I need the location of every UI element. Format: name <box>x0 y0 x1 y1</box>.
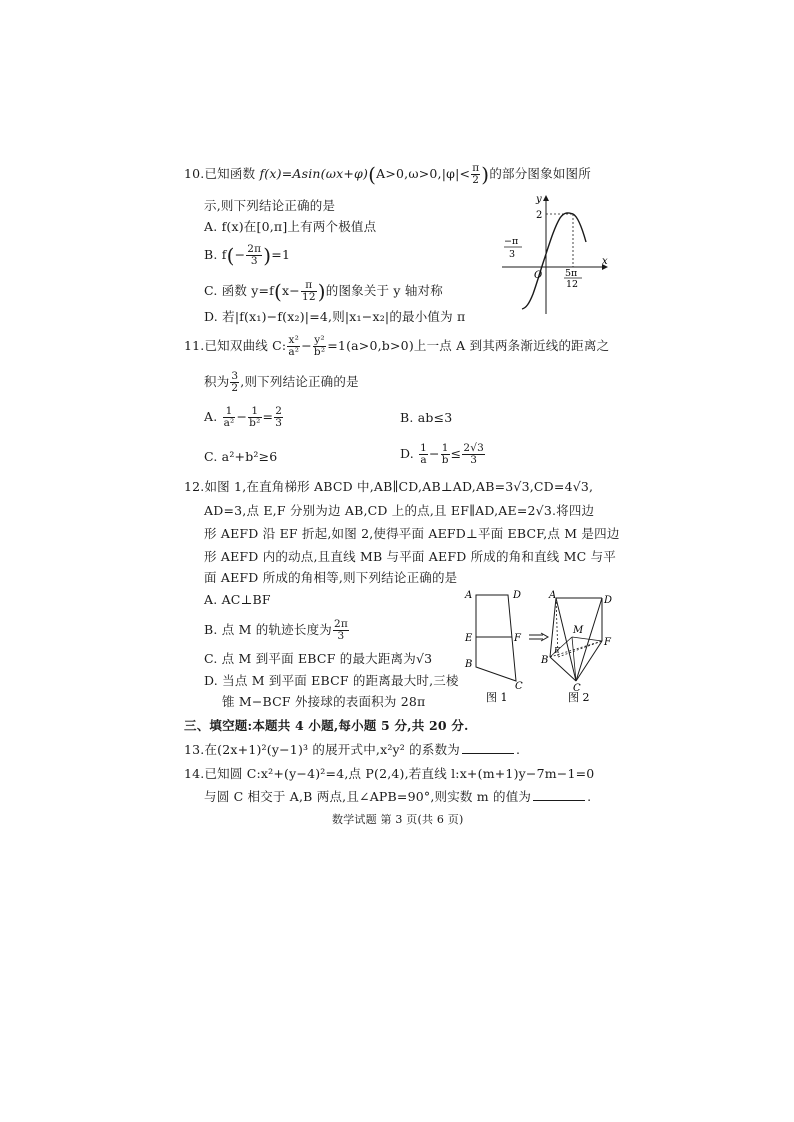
q12-stem-line1: 12.如图 1,在直角梯形 ABCD 中,AB∥CD,AB⊥AD,AB=3√3,CD=4√3, <box>184 479 594 494</box>
svg-text:A: A <box>465 590 473 601</box>
svg-text:A: A <box>549 590 557 601</box>
sine-curve <box>522 213 586 309</box>
q12-figure-2 <box>540 585 616 705</box>
svg-text:F: F <box>514 633 521 644</box>
svg-text:C: C <box>573 683 581 694</box>
q13-answer-blank[interactable] <box>462 742 514 754</box>
q10-option-b: B. f(− $\frac{2\pi}{3}$ )=1 <box>204 243 291 268</box>
svg-text:F: F <box>604 637 611 648</box>
right-tick-den: 12 <box>566 279 579 290</box>
q12-option-d-line2: 锥 M−BCF 外接球的表面积为 28π <box>222 694 426 709</box>
pi-over-2-frac: $\frac{\pi}{2}$ <box>472 162 480 186</box>
right-tick-num: 5π <box>565 268 578 279</box>
svg-text:D: D <box>513 590 522 601</box>
y-label: y <box>536 194 542 205</box>
q14-answer-blank[interactable] <box>533 789 585 801</box>
q12-figure-1 <box>462 585 538 705</box>
q10-stem-line1: 10.已知函数 f(x)=Asin(ωx+φ)(A>0,ω>0,|φ|< $\frac{\pi}{2}$ )的部分图象如图所 <box>184 162 591 187</box>
q12-stem-line3: 形 AEFD 沿 EF 折起,如图 2,使得平面 AEFD⊥平面 EBCF,点 M 是四边 <box>204 526 620 541</box>
figure-2-caption: 图 2 <box>568 691 590 704</box>
svg-text:D: D <box>604 595 613 606</box>
x-label: x <box>602 256 608 267</box>
svg-text:B: B <box>541 655 549 666</box>
q12-option-b: B. 点 M 的轨迹长度为 $\frac{2\pi}{3}$ <box>204 618 348 642</box>
q10-stem-line2: 示,则下列结论正确的是 <box>204 198 336 213</box>
y-max-label: 2 <box>536 210 543 221</box>
q14-line1: 14.已知圆 C:x²+(y−4)²=4,点 P(2,4),若直线 l:x+(m+1)y−7m−1=0 <box>184 766 595 781</box>
q11-stem-line1: 11.已知双曲线 C: $\frac{\text{x²}}{\text{a²}}$ − $\frac{\text{y²}}{\text{b²}}$ =1(a>0,b>0)上一点 A 到其两条渐近线的距离之 <box>184 334 610 358</box>
svg-text:E: E <box>554 646 560 655</box>
q12-option-a: A. AC⊥BF <box>204 592 271 607</box>
y-axis-arrow <box>543 195 549 201</box>
q12-option-d-line1: D. 当点 M 到平面 EBCF 的距离最大时,三棱 <box>204 673 459 688</box>
q12-stem-line2: AD=3,点 E,F 分别为边 AB,CD 上的点,且 EF∥AD,AE=2√3.将四边 <box>204 503 595 518</box>
q12-stem-line4: 形 AEFD 内的动点,且直线 MB 与平面 AEFD 所成的角和直线 MC 与平 <box>204 549 617 564</box>
q11-option-d: D. $\frac{1}{a}$ − $\frac{1}{b}$ ≤ $\frac{2√3}{3}$ <box>400 442 484 466</box>
q12-option-c: C. 点 M 到平面 EBCF 的最大距离为√3 <box>204 651 433 666</box>
q11-option-a: A. $\frac{1}{\text{a²}}$ − $\frac{1}{\text{b²}}$ = $\frac{2}{3}$ <box>204 405 283 429</box>
q10-option-a: A. f(x)在[0,π]上有两个极值点 <box>204 219 377 234</box>
svg-text:M: M <box>573 625 584 636</box>
q10-sine-graph <box>500 190 612 318</box>
page-footer: 数学试题 第 3 页(共 6 页) <box>332 813 464 826</box>
q11-option-c: C. a²+b²≥6 <box>204 449 278 464</box>
q14-line2: 与圆 C 相交于 A,B 两点,且∠APB=90°,则实数 m 的值为 . <box>204 789 592 804</box>
figure-1-caption: 图 1 <box>486 691 508 704</box>
left-tick-den: 3 <box>509 249 516 260</box>
q13: 13.在(2x+1)²(y−1)³ 的展开式中,x²y² 的系数为 . <box>184 742 521 757</box>
svg-text:E: E <box>465 633 473 644</box>
svg-text:B: B <box>465 659 473 670</box>
section-3-heading: 三、填空题:本题共 4 小题,每小题 5 分,共 20 分. <box>184 718 469 733</box>
q11-stem-line2: 积为 $\frac{3}{2}$ ,则下列结论正确的是 <box>204 370 359 394</box>
q10-option-d: D. 若|f(x₁)−f(x₂)|=4,则|x₁−x₂|的最小值为 π <box>204 309 466 324</box>
q11-option-b: B. ab≤3 <box>400 410 453 425</box>
q10-option-c: C. 函数 y=f(x− $\frac{\pi}{12}$ )的图象关于 y 轴对称 <box>204 279 443 304</box>
q12-stem-line5: 面 AEFD 所成的角相等,则下列结论正确的是 <box>204 570 458 585</box>
origin-label: O <box>534 270 543 281</box>
svg-text:C: C <box>515 681 523 692</box>
left-tick-num: −π <box>504 236 519 247</box>
trapezoid-abcd <box>476 595 516 681</box>
